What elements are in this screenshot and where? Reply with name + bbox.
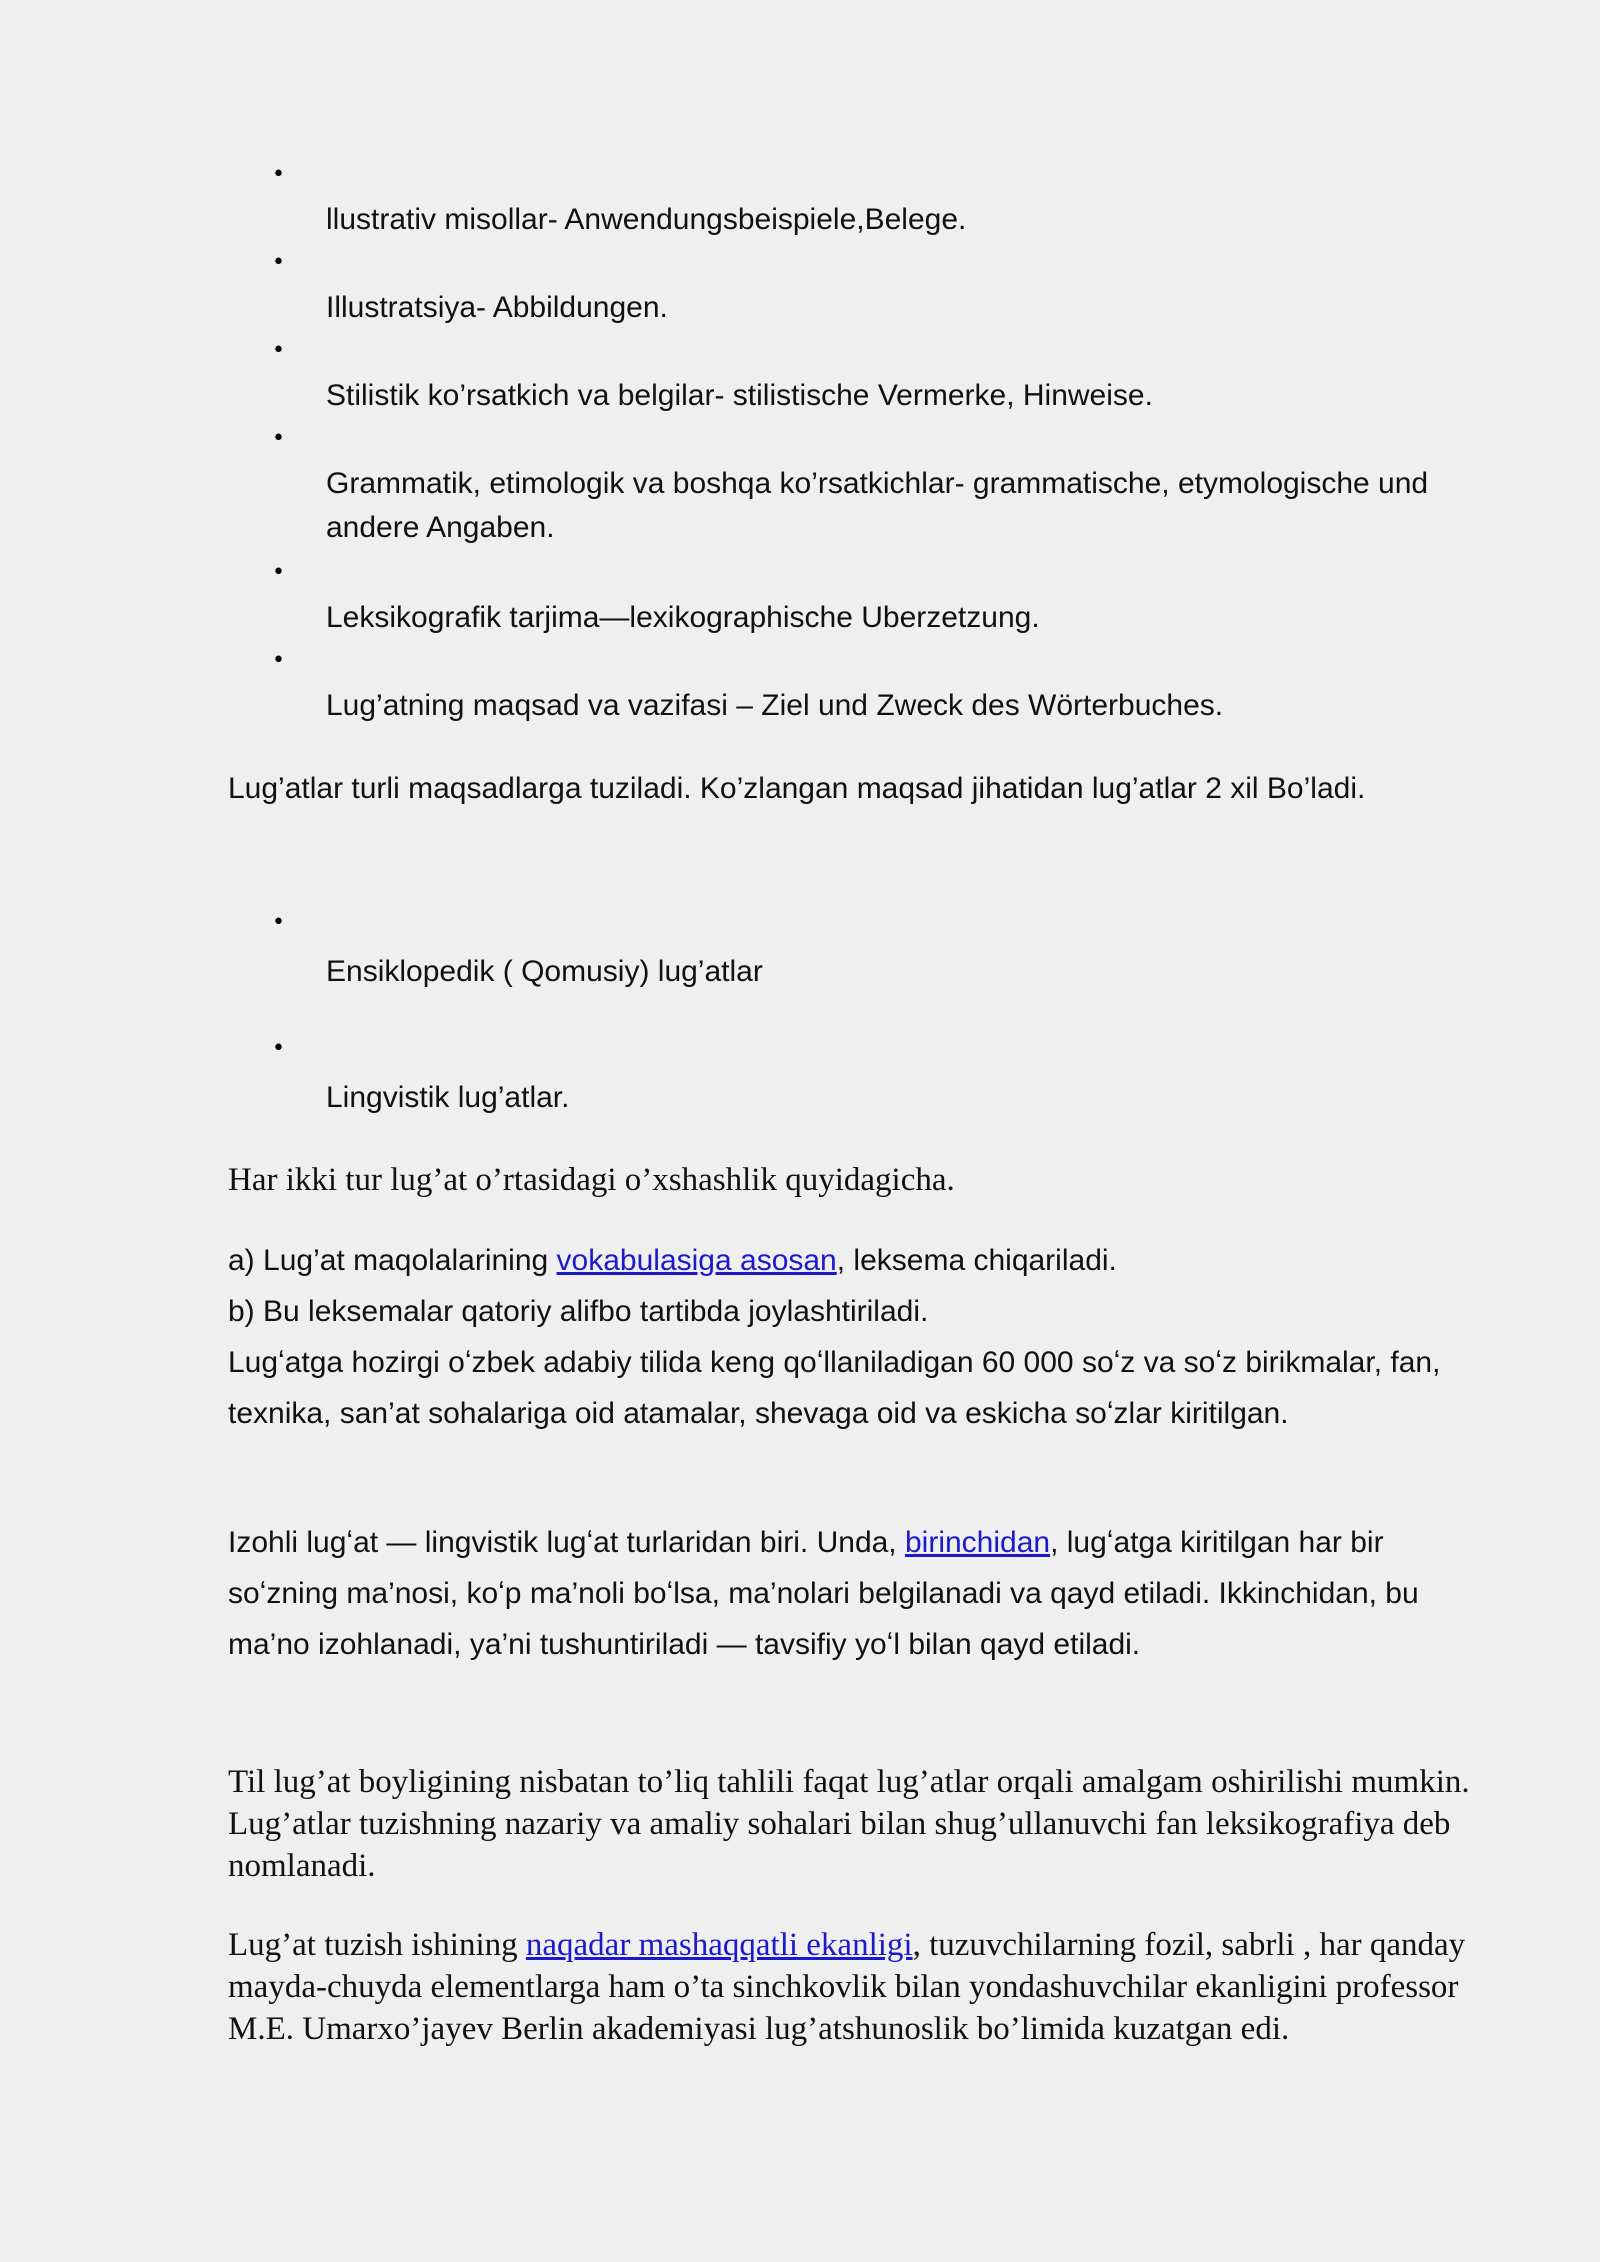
list-item — [228, 160, 1488, 248]
izohli-text: Izohli lugʻat — lingvistik lugʻat turlaridan biri. Unda, — [228, 1526, 905, 1559]
final-text-end: , tuzuvchilarning fozil, sabrli , har qanday mayda-chuyda elementlarga ham o’ta sinchkovlik bilan yondashuvchilar ekanligini professor — [228, 1927, 1466, 2005]
bullet-icon: • — [272, 426, 285, 451]
vokabulasiga-link[interactable]: vokabulasiga asosan — [556, 1244, 837, 1277]
list-item-text: Ensiklopedik ( Qomusiy) lug’atlar — [326, 955, 763, 988]
bullet-icon: • — [272, 162, 285, 187]
similarity-points — [228, 1235, 1498, 1439]
final-text: Lug’at tuzish ishining — [228, 1927, 526, 1963]
dictionary-types-list — [228, 910, 1488, 1126]
bullet-icon: • — [272, 1036, 285, 1061]
bullet-icon: • — [272, 250, 285, 275]
lexicography-paragraph: Til lug’at boyligining nisbatan to’liq tahlili faqat lug’atlar orqali amalgam oshirilishi mumkin. Lug’atlar tuzishning nazariy va amaliy sohalari bilan shug’ullanuvchi fan leksikografiya deb nomlanadi. — [228, 1764, 1470, 1884]
list-item — [228, 558, 1488, 646]
bullet-icon: • — [272, 338, 285, 363]
list-item-text: Stilistik ko’rsatkich va belgilar- stilistische Vermerke, Hinweise. — [326, 379, 1153, 412]
point-a — [228, 1235, 1498, 1286]
birinchidan-link[interactable]: birinchidan — [904, 1526, 1051, 1559]
list-item — [228, 336, 1488, 424]
list-item-text: Grammatik, etimologik va boshqa ko’rsatkichlar- grammatische, etymologische und andere Angaben. — [326, 467, 1429, 544]
bullet-icon: • — [272, 560, 285, 585]
bullet-icon: • — [272, 910, 285, 935]
purpose-paragraph: Lug’atlar turli maqsadlarga tuziladi. Ko’zlangan maqsad jihatidan lug’atlar 2 xil Bo’ladi. — [228, 772, 1366, 805]
list-item — [228, 646, 1488, 734]
point-b: b) Bu leksemalar qatoriy alifbo tartibda joylashtiriladi. — [228, 1295, 929, 1328]
final-text-line: M.E. Umarxo’jayev Berlin akademiyasi lug’atshunoslik bo’limida kuzatgan edi. — [228, 2011, 1290, 2047]
dictionary-content-text: Lugʻatga hozirgi oʻzbek adabiy tilida keng qoʻllaniladigan 60 000 soʻz va soʻz birikmalar, fan, texnika, san’at sohalariga oid atamalar, shevaga oid va eskicha soʻzlar kiritilgan. — [228, 1346, 1441, 1430]
list-item — [228, 1036, 1488, 1126]
explanatory-dictionary-paragraph — [228, 1517, 1498, 1670]
list-item-text: Lug’atning maqsad va vazifasi – Ziel und Zweck des Wörterbuches. — [326, 689, 1224, 722]
bullet-icon: • — [272, 648, 285, 673]
list-item-text: Leksikografik tarjima—lexikographische Uberzetzung. — [326, 601, 1040, 634]
list-item — [228, 910, 1488, 1036]
list-item-text: Lingvistik lug’atlar. — [326, 1081, 570, 1114]
terms-list — [228, 160, 1488, 734]
list-item-text: Illustratsiya- Abbildungen. — [326, 291, 668, 324]
point-a-text: a) Lug’at maqolalarining — [228, 1244, 557, 1277]
final-paragraph — [228, 1924, 1488, 2050]
point-a-text-end: , leksema chiqariladi. — [836, 1244, 1117, 1277]
similarity-paragraph: Har ikki tur lug’at o’rtasidagi o’xshashlik quyidagicha. — [228, 1162, 955, 1198]
naqadar-link[interactable]: naqadar mashaqqatli ekanligi — [525, 1927, 913, 1963]
list-item-text: llustrativ misollar- Anwendungsbeispiele,Belege. — [326, 203, 967, 236]
list-item — [228, 248, 1488, 336]
list-item — [228, 424, 1488, 558]
izohli-text-end: , lugʻatga kiritilgan har bir soʻzning ma’nosi, koʻp ma’noli boʻlsa, ma’nolari belgilanadi va qayd etiladi. Ikkinchidan, bu ma’no izohlanadi, ya’ni tushuntiriladi — tavsifiy yoʻl bilan qayd etiladi. — [228, 1526, 1419, 1661]
